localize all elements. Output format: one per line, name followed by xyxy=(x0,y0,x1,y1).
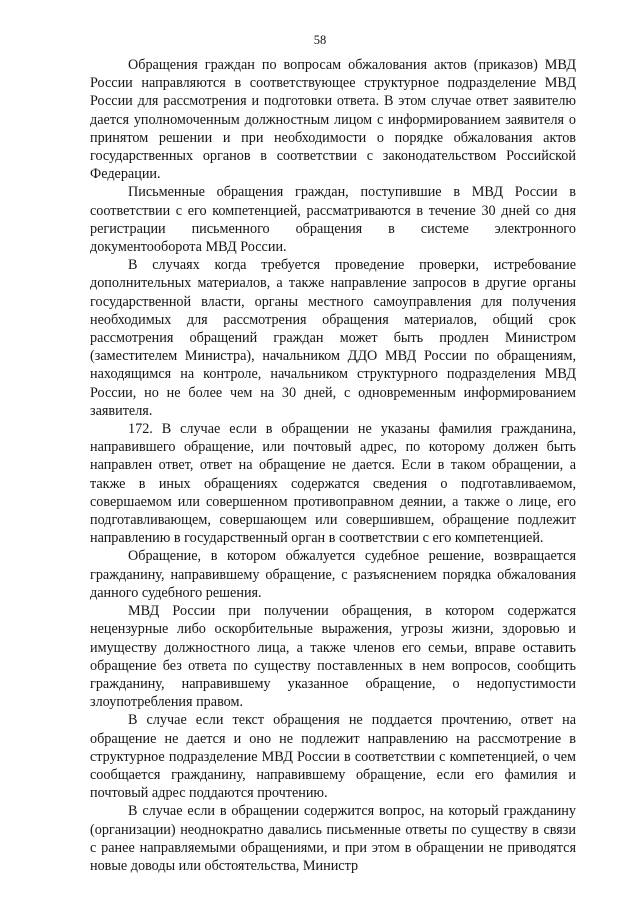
paragraph-unreadable-text: В случае если текст обращения не поддается прочтению, ответ на обращение не дается и оно не подлежит направлению на рассмотрение в структурное подразделение МВД России в соответствии с компетенцией, о чем сообщается гражданину, направившему обращение, если его фамилия и почтовый адрес поддаются прочтению. xyxy=(90,712,576,802)
paragraph-offensive-language: МВД России при получении обращения, в котором содержатся нецензурные либо оскорбительные выражения, угрозы жизни, здоровью и имуществу должностного лица, а также членов его семьи, вправе оставить обращение без ответа по существу поставленных в нем вопросов, сообщить гражданину, направившему указанное обращение, о недопустимости злоупотребления правом. xyxy=(90,603,576,711)
paragraph-172-anonymous-appeal: 172. В случае если в обращении не указаны фамилия гражданина, направившего обращение, или почтовый адрес, по которому должен быть направлен ответ, ответ на обращение не дается. Если в таком обращении, а также в иных обращениях содержатся сведения о подготавливаемом, совершаемом или совершенном противоправном деянии, а также о лице, его подготавливающем, совершающем или совершившем, обращение подлежит направлению в государственный орган в соответствии с его компетенцией. xyxy=(90,421,576,547)
body-text xyxy=(90,56,576,875)
paragraph-repeated-question: В случае если в обращении содержится вопрос, на который гражданину (организации) неоднократно давались письменные ответы по существу в связи с ранее направляемыми обращениями, и при этом в обращении не приводятся новые доводы или обстоятельства, Министр xyxy=(90,803,576,874)
paragraph-court-decision-appeal: Обращение, в котором обжалуется судебное решение, возвращается гражданину, направившему обращение, с разъяснением порядка обжалования данного судебного решения. xyxy=(90,548,576,601)
page-number: 58 xyxy=(313,33,327,47)
paragraph-appeals-of-acts: Обращения граждан по вопросам обжалования актов (приказов) МВД России направляются в соответствующее структурное подразделение МВД России для рассмотрения и подготовки ответа. В этом случае ответ заявителю дается уполномоченным должностным лицом с информированием заявителя о принятом решении и при необходимости о порядке обжалования актов государственных органов в соответствии с законодательством Российской Федерации. xyxy=(90,57,576,183)
paragraph-written-appeals-term: Письменные обращения граждан, поступившие в МВД России в соответствии с его компетенцией, рассматриваются в течение 30 дней со дня регистрации письменного обращения в системе электронного документооборота МВД России. xyxy=(90,184,576,256)
paragraph-term-extension: В случаях когда требуется проведение проверки, истребование дополнительных материалов, а также направление запросов в другие органы государственной власти, органы местного самоуправления для получения необходимых для рассмотрения обращения материалов, общий срок рассмотрения обращений граждан может быть продлен Министром (заместителем Министра), начальником ДДО МВД России по обращениям, находящимся на контроле, начальником структурного подразделения МВД России, но не более чем на 30 дней, с одновременным информированием заявителя. xyxy=(90,257,576,419)
